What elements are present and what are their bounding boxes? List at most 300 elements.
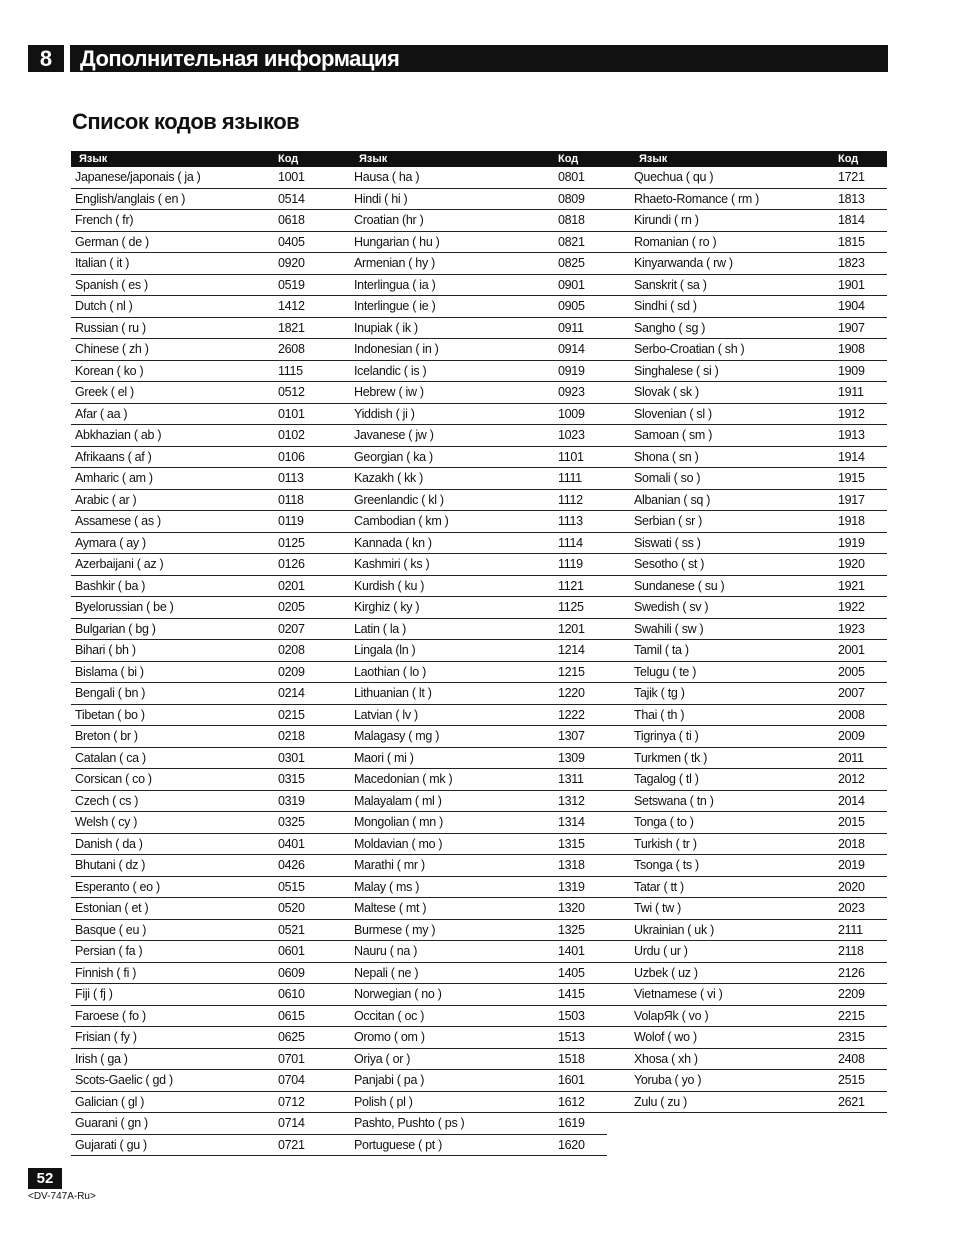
language-code: 1220 [558, 686, 585, 700]
language-code: 0102 [278, 428, 305, 442]
table-row [71, 296, 351, 318]
table-row [71, 167, 351, 189]
language-code: 2023 [838, 901, 865, 915]
language-name: Portuguese ( pt ) [354, 1137, 443, 1152]
language-name: Yiddish ( ji ) [354, 406, 415, 421]
language-name: Byelorussian ( be ) [75, 600, 174, 614]
table-row [607, 941, 887, 963]
language-code: 1907 [838, 320, 865, 335]
language-name: Maori ( mi ) [354, 750, 414, 765]
language-code: 1112 [558, 492, 583, 507]
table-row [607, 705, 887, 727]
language-code: 1913 [838, 428, 865, 442]
language-table-column-3 [607, 151, 887, 1113]
language-code: 1921 [838, 578, 865, 593]
table-row [327, 963, 607, 985]
language-code: 0514 [278, 191, 305, 206]
language-name: Interlingue ( ie ) [354, 299, 436, 313]
table-row [327, 1092, 607, 1114]
language-name: Swahili ( sw ) [634, 621, 704, 636]
language-code: 2020 [838, 879, 865, 894]
language-name: Vietnamese ( vi ) [634, 987, 723, 1001]
language-code: 2011 [838, 750, 864, 765]
table-row [607, 683, 887, 705]
table-row [71, 1070, 351, 1092]
language-name: Gujarati ( gu ) [75, 1137, 147, 1152]
language-code: 0519 [278, 277, 305, 292]
table-row [71, 920, 351, 942]
table-row [607, 640, 887, 662]
language-name: Russian ( ru ) [75, 320, 146, 335]
language-code: 1620 [558, 1137, 585, 1152]
table-row [607, 1027, 887, 1049]
language-code: 0821 [558, 234, 585, 249]
table-row [71, 984, 351, 1006]
language-code: 1401 [558, 944, 585, 958]
language-name: Esperanto ( eo ) [75, 879, 160, 894]
language-name: Kirundi ( rn ) [634, 213, 699, 227]
language-name: Aymara ( ay ) [75, 535, 146, 550]
language-code: 0126 [278, 557, 305, 571]
language-code: 0119 [278, 514, 304, 528]
language-name: Italian ( it ) [75, 256, 130, 270]
language-name: Danish ( da ) [75, 836, 143, 851]
language-code: 2015 [838, 815, 865, 829]
table-row [607, 490, 887, 512]
language-code: 1922 [838, 600, 865, 614]
table-row [71, 511, 351, 533]
language-code: 0215 [278, 707, 305, 722]
language-name: Shona ( sn ) [634, 449, 699, 464]
language-name: Swedish ( sv ) [634, 600, 709, 614]
language-code: 0615 [278, 1008, 305, 1023]
language-code: 1119 [558, 557, 583, 571]
table-row [327, 382, 607, 404]
language-code: 0701 [278, 1051, 305, 1066]
language-code: 1311 [558, 772, 584, 786]
table-row [327, 361, 607, 383]
table-header [607, 151, 887, 167]
language-code: 1201 [558, 621, 585, 636]
table-row [607, 533, 887, 555]
table-row [327, 339, 607, 361]
language-name: Albanian ( sq ) [634, 492, 711, 507]
language-code: 0325 [278, 815, 305, 829]
language-code: 0426 [278, 858, 305, 872]
table-row [71, 382, 351, 404]
header-language: Язык [639, 153, 668, 165]
language-code: 2126 [838, 965, 865, 980]
table-row [607, 447, 887, 469]
language-code: 1518 [558, 1051, 585, 1066]
language-code: 0209 [278, 664, 305, 679]
table-row [327, 468, 607, 490]
language-code: 1923 [838, 621, 865, 636]
language-code: 1309 [558, 750, 585, 765]
language-name: Malagasy ( mg ) [354, 729, 440, 743]
language-name: Inupiak ( ik ) [354, 320, 418, 335]
language-code: 1821 [278, 320, 305, 335]
language-name: Assamese ( as ) [75, 514, 161, 528]
language-name: Javanese ( jw ) [354, 428, 434, 442]
language-code: 2008 [838, 707, 865, 722]
table-row [71, 232, 351, 254]
language-code: 1912 [838, 406, 865, 421]
language-name: Bihari ( bh ) [75, 643, 136, 657]
table-row [71, 1006, 351, 1028]
language-name: Amharic ( am ) [75, 471, 153, 485]
table-row [607, 511, 887, 533]
language-code: 2111 [838, 922, 863, 937]
language-code: 1823 [838, 256, 865, 270]
table-row [71, 877, 351, 899]
language-code: 2408 [838, 1051, 865, 1066]
language-code: 1721 [838, 170, 865, 184]
language-name: Burmese ( my ) [354, 922, 436, 937]
language-code: 1415 [558, 987, 585, 1001]
table-row [327, 533, 607, 555]
language-code: 1307 [558, 729, 585, 743]
table-row [327, 619, 607, 641]
language-name: Irish ( ga ) [75, 1051, 128, 1066]
table-row [71, 404, 351, 426]
table-row [607, 554, 887, 576]
chapter-header [28, 45, 888, 72]
language-name: Slovak ( sk ) [634, 385, 699, 399]
table-row [327, 855, 607, 877]
language-name: Singhalese ( si ) [634, 363, 719, 378]
language-code: 1513 [558, 1030, 585, 1044]
language-code: 2005 [838, 664, 865, 679]
table-row [327, 640, 607, 662]
language-code: 0515 [278, 879, 305, 894]
language-name: Finnish ( fi ) [75, 965, 137, 980]
language-code: 2315 [838, 1030, 865, 1044]
language-code: 2209 [838, 987, 865, 1001]
language-code: 1314 [558, 815, 585, 829]
table-row [71, 726, 351, 748]
language-code: 2621 [838, 1094, 865, 1109]
language-code: 1619 [558, 1116, 585, 1130]
language-name: Greenlandic ( kl ) [354, 492, 444, 507]
table-row [327, 318, 607, 340]
language-code: 1901 [838, 277, 865, 292]
table-row [327, 425, 607, 447]
table-row [71, 554, 351, 576]
language-code: 0901 [558, 277, 585, 292]
table-row [327, 812, 607, 834]
language-code: 1320 [558, 901, 585, 915]
language-name: Kirghiz ( ky ) [354, 600, 420, 614]
language-name: Catalan ( ca ) [75, 750, 146, 765]
language-name: Oromo ( om ) [354, 1030, 425, 1044]
language-name: Spanish ( es ) [75, 277, 148, 292]
table-row [607, 834, 887, 856]
language-code: 0618 [278, 213, 305, 227]
table-row [607, 339, 887, 361]
language-name: Guarani ( gn ) [75, 1116, 148, 1130]
language-code: 1914 [838, 449, 865, 464]
language-code: 1222 [558, 707, 585, 722]
language-code: 0520 [278, 901, 305, 915]
table-row [71, 1049, 351, 1071]
language-name: Korean ( ko ) [75, 363, 144, 378]
language-code: 2009 [838, 729, 865, 743]
table-row [71, 769, 351, 791]
language-name: German ( de ) [75, 234, 149, 249]
language-code: 1908 [838, 342, 865, 356]
language-name: Hindi ( hi ) [354, 191, 408, 206]
language-code: 0405 [278, 234, 305, 249]
language-code: 1315 [558, 836, 585, 851]
table-row [607, 382, 887, 404]
language-name: Tatar ( tt ) [634, 879, 684, 894]
table-row [327, 1070, 607, 1092]
language-name: Bengali ( bn ) [75, 686, 146, 700]
header-code: Код [838, 153, 859, 165]
table-row [607, 597, 887, 619]
table-row [327, 726, 607, 748]
language-name: Macedonian ( mk ) [354, 772, 453, 786]
language-code: 1023 [558, 428, 585, 442]
language-name: Scots-Gaelic ( gd ) [75, 1073, 173, 1087]
table-row [71, 533, 351, 555]
language-name: Tonga ( to ) [634, 815, 694, 829]
language-name: Tamil ( ta ) [634, 643, 689, 657]
language-name: Welsh ( cy ) [75, 815, 138, 829]
language-code: 2019 [838, 858, 865, 872]
language-code: 0201 [278, 578, 305, 593]
table-row [327, 232, 607, 254]
language-name: VolapЯk ( vo ) [634, 1008, 709, 1023]
table-row [71, 705, 351, 727]
table-row [327, 210, 607, 232]
language-code: 1909 [838, 363, 865, 378]
language-code: 1405 [558, 965, 585, 980]
language-code: 1412 [278, 299, 305, 313]
table-row [607, 726, 887, 748]
language-code: 1813 [838, 191, 865, 206]
language-code: 0809 [558, 191, 585, 206]
language-name: Romanian ( ro ) [634, 234, 717, 249]
language-code: 0610 [278, 987, 305, 1001]
table-header [327, 151, 607, 167]
table-row [71, 640, 351, 662]
table-row [71, 855, 351, 877]
language-code: 0609 [278, 965, 305, 980]
language-code: 0721 [278, 1137, 305, 1152]
language-name: Cambodian ( km ) [354, 514, 449, 528]
language-code: 0625 [278, 1030, 305, 1044]
language-name: Icelandic ( is ) [354, 363, 427, 378]
table-row [607, 167, 887, 189]
table-row [607, 898, 887, 920]
table-row [607, 748, 887, 770]
table-row [607, 963, 887, 985]
language-code: 1312 [558, 793, 585, 808]
table-row [71, 1113, 351, 1135]
table-row [607, 576, 887, 598]
language-name: Breton ( br ) [75, 729, 138, 743]
language-name: Tibetan ( bo ) [75, 707, 145, 722]
table-row [607, 619, 887, 641]
language-code: 1101 [558, 449, 584, 464]
table-row [327, 189, 607, 211]
language-code: 1113 [558, 514, 583, 528]
language-name: Sindhi ( sd ) [634, 299, 697, 313]
language-name: Oriya ( or ) [354, 1051, 411, 1066]
table-row [327, 984, 607, 1006]
table-row [607, 318, 887, 340]
language-code: 1917 [838, 492, 865, 507]
table-row [607, 232, 887, 254]
table-row [607, 984, 887, 1006]
language-name: Wolof ( wo ) [634, 1030, 697, 1044]
language-code: 1915 [838, 471, 865, 485]
language-name: Uzbek ( uz ) [634, 965, 698, 980]
language-code: 1612 [558, 1094, 585, 1109]
language-code: 0101 [278, 406, 305, 421]
table-row [71, 683, 351, 705]
language-code: 0714 [278, 1116, 305, 1130]
table-row [607, 769, 887, 791]
language-code: 2001 [838, 643, 865, 657]
language-code: 0923 [558, 385, 585, 399]
table-row [327, 920, 607, 942]
language-name: Kurdish ( ku ) [354, 578, 425, 593]
table-row [327, 877, 607, 899]
table-row [607, 812, 887, 834]
language-code: 1325 [558, 922, 585, 937]
language-code: 1114 [558, 535, 583, 550]
table-header [71, 151, 351, 167]
table-row [327, 490, 607, 512]
language-name: Xhosa ( xh ) [634, 1051, 698, 1066]
language-name: Setswana ( tn ) [634, 793, 714, 808]
table-row [71, 339, 351, 361]
language-code: 0818 [558, 213, 585, 227]
language-name: Nepali ( ne ) [354, 965, 419, 980]
language-code: 0113 [278, 471, 304, 485]
language-name: French ( fr) [75, 213, 134, 227]
table-row [71, 490, 351, 512]
language-code: 0301 [278, 750, 305, 765]
language-name: Turkish ( tr ) [634, 836, 697, 851]
table-row [71, 748, 351, 770]
language-name: English/anglais ( en ) [75, 191, 186, 206]
language-name: Rhaeto-Romance ( rm ) [634, 191, 759, 206]
language-code: 1318 [558, 858, 585, 872]
language-code: 0207 [278, 621, 305, 636]
language-name: Georgian ( ka ) [354, 449, 433, 464]
language-name: Bislama ( bi ) [75, 664, 144, 679]
language-code: 1919 [838, 535, 865, 550]
language-code: 1001 [278, 170, 305, 184]
table-row [607, 275, 887, 297]
language-name: Sesotho ( st ) [634, 557, 705, 571]
table-row [71, 812, 351, 834]
language-code: 1121 [558, 578, 584, 593]
table-row [71, 447, 351, 469]
language-name: Siswati ( ss ) [634, 535, 701, 550]
table-row [327, 597, 607, 619]
header-language: Язык [359, 153, 388, 165]
header-language: Язык [79, 153, 108, 165]
language-code: 1214 [558, 643, 585, 657]
language-code: 1319 [558, 879, 585, 894]
language-name: Turkmen ( tk ) [634, 750, 708, 765]
language-name: Kinyarwanda ( rw ) [634, 256, 733, 270]
table-row [327, 253, 607, 275]
language-name: Armenian ( hy ) [354, 256, 435, 270]
language-code: 0704 [278, 1073, 305, 1087]
table-row [327, 683, 607, 705]
language-name: Dutch ( nl ) [75, 299, 133, 313]
table-row [327, 748, 607, 770]
language-name: Thai ( th ) [634, 707, 685, 722]
table-row [71, 1135, 351, 1157]
table-row [607, 296, 887, 318]
language-name: Ukrainian ( uk ) [634, 922, 714, 937]
language-name: Serbian ( sr ) [634, 514, 703, 528]
language-name: Samoan ( sm ) [634, 428, 713, 442]
table-row [327, 296, 607, 318]
language-name: Moldavian ( mo ) [354, 836, 443, 851]
language-code: 1904 [838, 299, 865, 313]
table-row [607, 1049, 887, 1071]
language-code: 1920 [838, 557, 865, 571]
language-code: 0920 [278, 256, 305, 270]
language-code: 1111 [558, 471, 582, 485]
language-name: Sundanese ( su ) [634, 578, 725, 593]
language-code: 0712 [278, 1094, 305, 1109]
language-name: Kannada ( kn ) [354, 535, 432, 550]
table-row [327, 769, 607, 791]
table-row [327, 705, 607, 727]
language-code: 2118 [838, 944, 864, 958]
table-row [327, 447, 607, 469]
language-name: Estonian ( et ) [75, 901, 149, 915]
table-row [71, 318, 351, 340]
table-row [71, 189, 351, 211]
language-code: 2007 [838, 686, 865, 700]
table-row [607, 210, 887, 232]
language-code: 1815 [838, 234, 865, 249]
table-row [607, 425, 887, 447]
table-row [327, 1135, 607, 1157]
language-code: 1601 [558, 1073, 585, 1087]
language-code: 0125 [278, 535, 305, 550]
language-code: 0919 [558, 363, 585, 378]
table-row [327, 1049, 607, 1071]
table-row [607, 468, 887, 490]
language-name: Sangho ( sg ) [634, 320, 706, 335]
language-code: 2018 [838, 836, 865, 851]
table-row [327, 576, 607, 598]
language-code: 1814 [838, 213, 865, 227]
table-row [71, 576, 351, 598]
language-code: 0401 [278, 836, 305, 851]
language-code: 0512 [278, 385, 305, 399]
language-name: Latvian ( lv ) [354, 707, 418, 722]
language-name: Quechua ( qu ) [634, 170, 714, 184]
language-name: Latin ( la ) [354, 621, 406, 636]
table-row [71, 468, 351, 490]
language-code: 0911 [558, 320, 584, 335]
chapter-number: 8 [28, 45, 64, 72]
table-row [71, 1092, 351, 1114]
table-row [71, 834, 351, 856]
